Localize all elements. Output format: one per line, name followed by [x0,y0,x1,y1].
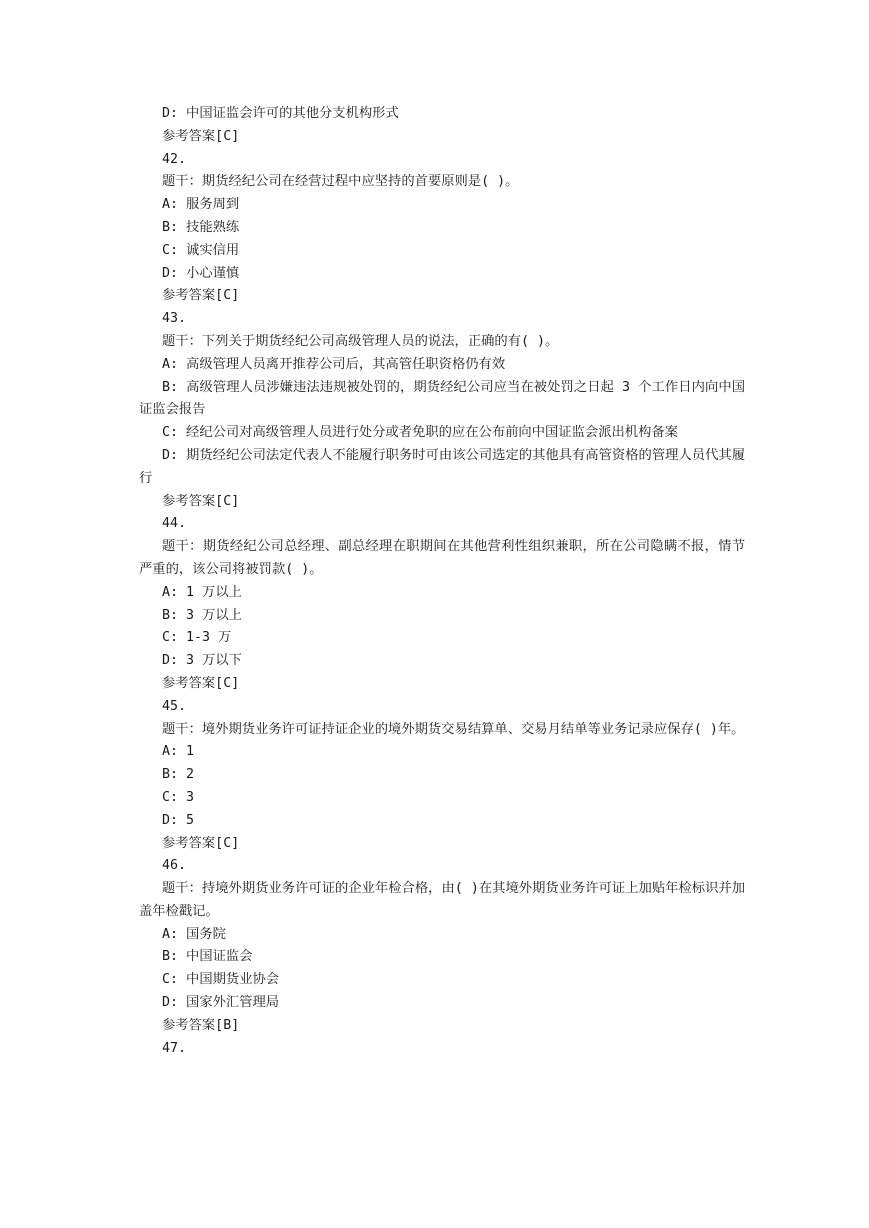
text-line: 参考答案[C] [162,493,240,509]
document-page [139,103,745,1060]
text-line: 参考答案[C] [162,288,240,304]
text-line: 题干：下列关于期货经纪公司高级管理人员的说法，正确的有( )。 [162,333,559,349]
text-line: 45. [162,698,187,714]
text-line: A: 服务周到 [162,197,240,213]
text-line: A: 1 [162,744,195,760]
text-line: 参考答案[C] [162,128,240,144]
text-line: A: 高级管理人员离开推荐公司后，其高管任职资格仍有效 [162,356,506,372]
text-line: 参考答案[C] [162,675,240,691]
text-line: D: 5 [162,812,195,828]
text-line: C: 1-3 万 [162,630,232,646]
text-line: B: 3 万以上 [162,607,242,623]
text-line: 42. [162,151,187,167]
text-line: 46. [162,858,187,874]
text-line: B: 高级管理人员涉嫌违法违规被处罚的，期货经纪公司应当在被处罚之日起 3 个工作日内向中国证监会报告 [139,379,745,418]
text-line: B: 中国证监会 [162,949,253,965]
text-line: 题干：持境外期货业务许可证的企业年检合格，由( )在其境外期货业务许可证上加贴年检标识并加盖年检戳记。 [139,881,745,919]
text-line: D: 3 万以下 [162,653,242,669]
text-line: A: 1 万以上 [162,584,242,600]
text-line: C: 3 [162,789,195,805]
text-line: 44. [162,516,187,532]
text-line: 题干：境外期货业务许可证持证企业的境外期货交易结算单、交易月结单等业务记录应保存( )年。 [162,721,745,737]
text-line: D: 期货经纪公司法定代表人不能履行职务时可由该公司选定的其他具有高管资格的管理人员代其履行 [139,447,745,486]
text-line: C: 经纪公司对高级管理人员进行处分或者免职的应在公布前向中国证监会派出机构备案 [162,425,678,441]
text-line: 题干：期货经纪公司总经理、副总经理在职期间在其他营利性组织兼职，所在公司隐瞒不报，情节严重的，该公司将被罚款( )。 [139,539,745,577]
text-line: C: 中国期货业协会 [162,972,280,988]
text-line: B: 2 [162,767,195,783]
text-line: 题干：期货经纪公司在经营过程中应坚持的首要原则是( )。 [162,174,519,190]
text-line: A: 国务院 [162,926,226,942]
text-line: 参考答案[C] [162,835,240,851]
text-line: D: 小心谨慎 [162,265,240,281]
text-line: C: 诚实信用 [162,242,240,258]
text-line: D: 国家外汇管理局 [162,995,280,1011]
text-line: 43. [162,311,187,327]
text-line: D: 中国证监会许可的其他分支机构形式 [162,106,399,121]
text-line: 47. [162,1040,187,1056]
text-line: 参考答案[B] [162,1017,240,1033]
text-line: B: 技能熟练 [162,219,240,235]
